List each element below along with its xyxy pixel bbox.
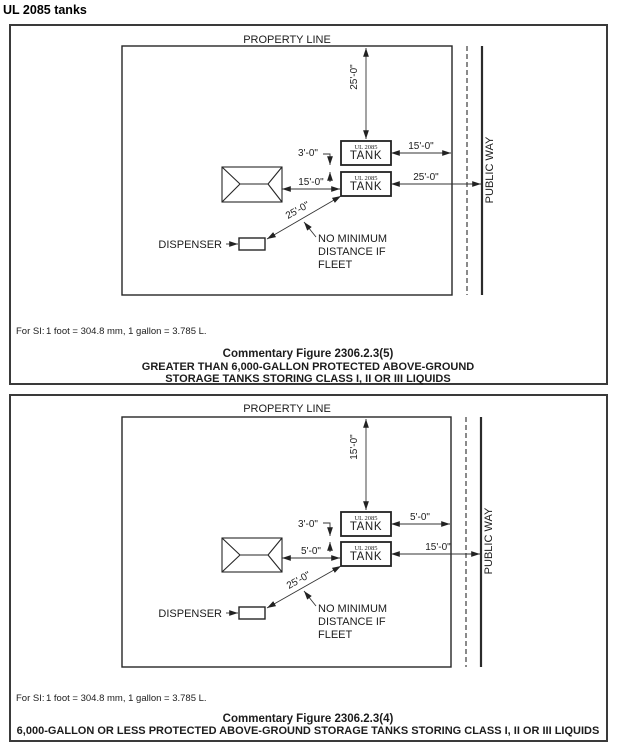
building xyxy=(222,538,282,572)
caption-title: Commentary Figure 2306.2.3(4) xyxy=(222,713,394,725)
no-minimum-note-line3: FLEET xyxy=(318,629,353,641)
si-note-text: 1 foot = 304.8 mm, 1 gallon = 3.785 L. xyxy=(46,693,207,704)
tank2-label: TANK xyxy=(349,551,383,563)
tank1-code-label: UL 2085 xyxy=(354,144,378,151)
dispenser-box xyxy=(239,238,265,250)
tank1-offset-dimension-label: 15'-0" xyxy=(408,141,434,152)
dispenser-label: DISPENSER xyxy=(158,239,222,251)
tank-gap-upper-arrow xyxy=(323,154,330,165)
building-roof-lines xyxy=(222,167,282,202)
tank-gap-dimension-label: 3'-0" xyxy=(298,148,318,159)
tank1-code-label: UL 2085 xyxy=(354,515,378,522)
caption-line2: STORAGE TANKS STORING CLASS I, II OR III LIQUIDS xyxy=(165,373,451,385)
building-offset-dimension-label: 15'-0" xyxy=(298,177,324,188)
building xyxy=(222,167,282,202)
no-minimum-note-line2: DISTANCE IF xyxy=(318,616,386,628)
dispenser-dimension-label: 25'-0" xyxy=(283,199,312,222)
figure-bottom xyxy=(10,395,607,741)
building-roof-lines xyxy=(222,538,282,572)
si-note-prefix: For SI: xyxy=(16,693,45,704)
no-minimum-note-line1: NO MINIMUM xyxy=(318,603,388,615)
caption-title: Commentary Figure 2306.2.3(5) xyxy=(222,348,394,360)
dispenser-box xyxy=(239,607,265,619)
property-line-label: PROPERTY LINE xyxy=(243,34,331,46)
tank2-code-label: UL 2085 xyxy=(354,175,378,182)
note-leader-line xyxy=(304,222,316,237)
public-way-label: PUBLIC WAY xyxy=(484,136,496,204)
caption-line1: GREATER THAN 6,000-GALLON PROTECTED ABOVE-GROUND xyxy=(141,361,475,373)
page-title: UL 2085 tanks xyxy=(3,3,87,17)
tank1-offset-dimension-label: 5'-0" xyxy=(410,512,430,523)
property-line-label: PROPERTY LINE xyxy=(243,403,331,415)
no-minimum-note-line1: NO MINIMUM xyxy=(318,233,388,245)
setback-dimension-label: 25'-0" xyxy=(349,64,360,90)
tank-gap-dimension-label: 3'-0" xyxy=(298,519,318,530)
tank2-offset-dimension-label: 25'-0" xyxy=(413,172,439,183)
si-note-text: 1 foot = 304.8 mm, 1 gallon = 3.785 L. xyxy=(46,326,207,337)
property-lot-line xyxy=(122,46,452,295)
figure-bottom-border xyxy=(10,395,607,741)
caption-line1: 6,000-GALLON OR LESS PROTECTED ABOVE-GROUND STORAGE TANKS STORING CLASS I, II OR III LIQUIDS xyxy=(16,725,600,737)
si-note-prefix: For SI: xyxy=(16,326,45,337)
public-way-label: PUBLIC WAY xyxy=(483,507,495,575)
note-leader-line xyxy=(304,591,316,606)
dispenser-label: DISPENSER xyxy=(158,608,222,620)
tank1-label: TANK xyxy=(349,521,383,533)
no-minimum-note-line3: FLEET xyxy=(318,259,353,271)
tank1-label: TANK xyxy=(349,150,383,162)
tank-gap-upper-arrow xyxy=(323,523,330,536)
tank2-label: TANK xyxy=(349,181,383,193)
no-minimum-note-line2: DISTANCE IF xyxy=(318,246,386,258)
building-offset-dimension-label: 5'-0" xyxy=(301,546,321,557)
dispenser-dimension-label: 25'-0" xyxy=(284,569,313,592)
setback-dimension-label: 15'-0" xyxy=(349,434,360,460)
property-lot-line xyxy=(122,417,451,667)
tank2-offset-dimension-label: 15'-0" xyxy=(425,542,451,553)
figure-top xyxy=(10,25,607,385)
tank2-code-label: UL 2085 xyxy=(354,545,378,552)
